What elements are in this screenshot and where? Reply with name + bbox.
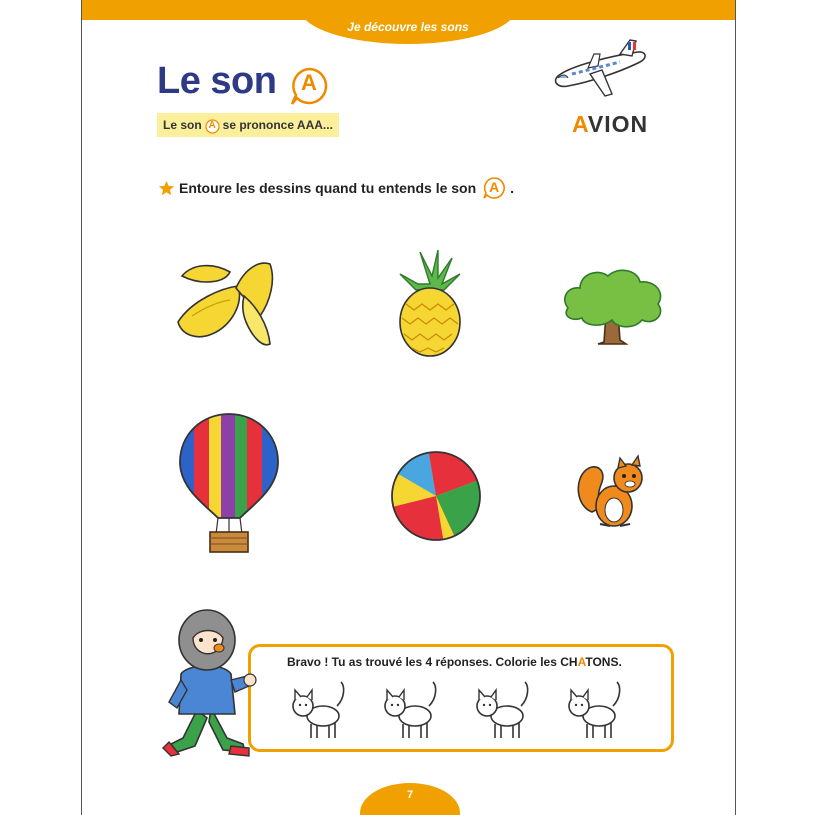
page-number-tab [360,783,460,815]
star-icon [158,180,175,197]
instruction-letter: A [489,179,500,195]
pronunciation-hint [157,113,339,137]
character-illustration [157,598,257,758]
worksheet-page [81,0,736,815]
kitten-outline-4[interactable] [561,676,627,742]
instruction-end: . [510,180,515,196]
section-tab [300,0,516,44]
squirrel-illustration[interactable] [574,452,650,532]
airplane-illustration [550,36,650,104]
bravo-word-highlight: A [577,655,586,669]
kitten-outline-3[interactable] [469,676,535,742]
banana-illustration[interactable] [172,256,284,354]
page-title: Le son [157,60,277,102]
hint-letter: A [208,119,216,131]
instruction-text: Entoure les dessins quand tu entends le son [179,180,477,196]
hint-text-after: se prononce AAA... [222,118,333,132]
pineapple-illustration[interactable] [390,248,470,360]
hint-text-before: Le son [163,118,202,132]
keyword-rest: VION [587,111,649,137]
kitten-outline-1[interactable] [285,676,351,742]
hot-air-balloon-illustration[interactable] [176,410,282,560]
page-number: 7 [406,789,414,801]
bravo-word-pre: CH [560,655,578,669]
tree-illustration[interactable] [558,264,670,346]
bravo-word-post: TONS. [585,655,622,669]
hint-letter-badge [205,118,220,133]
keyword [572,111,648,138]
letter-a-badge [289,66,329,106]
kitten-outline-2[interactable] [377,676,443,742]
section-label: Je découvre les sons [347,20,469,34]
beach-ball-illustration[interactable] [388,448,484,544]
title-letter: A [301,70,317,95]
bravo-text [287,655,622,669]
bravo-text-main: Bravo ! Tu as trouvé les 4 réponses. Colorie les [287,655,561,669]
keyword-first-letter: A [572,111,588,137]
instruction-letter-badge [482,176,506,200]
instruction [158,176,514,200]
